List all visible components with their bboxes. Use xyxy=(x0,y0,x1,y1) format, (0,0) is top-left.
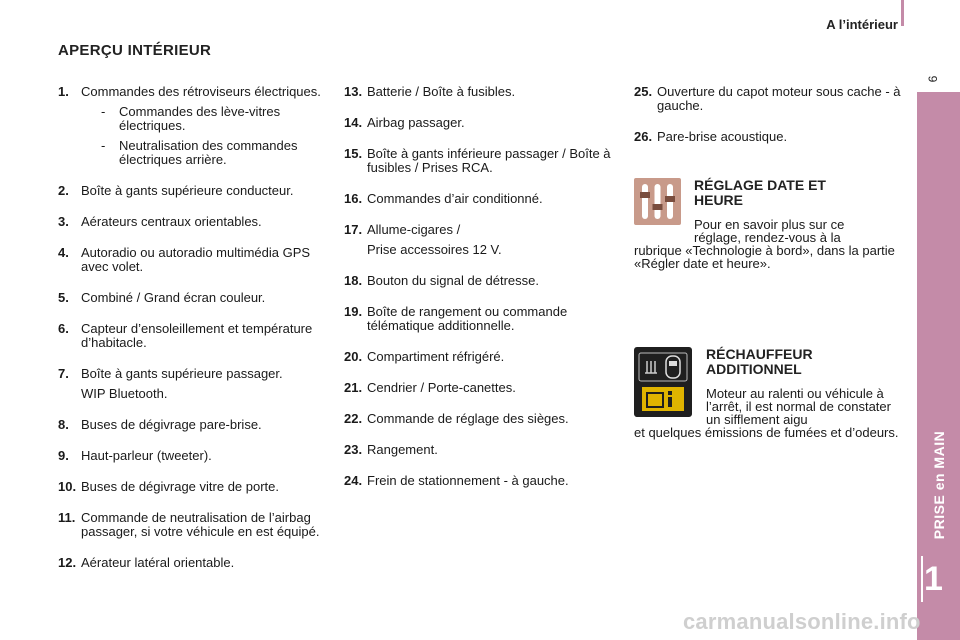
item-text: Haut-parleur (tweeter). xyxy=(81,448,212,463)
item-number: 7. xyxy=(58,366,69,381)
list-item xyxy=(344,350,619,364)
item-number: 2. xyxy=(58,183,69,198)
list-item xyxy=(344,274,619,288)
item-text: Aérateur latéral orientable. xyxy=(81,555,235,570)
item-text: Commande de réglage des sièges. xyxy=(367,411,569,426)
sub-item-text: Commandes des lève-vitres électriques. xyxy=(119,104,281,133)
chapter-divider xyxy=(921,556,923,602)
sub-item xyxy=(81,139,333,167)
sub-item xyxy=(81,105,333,133)
item-list-column-1 xyxy=(58,85,333,587)
item-text: Ouverture du capot moteur sous cache - à gauche. xyxy=(657,84,901,113)
list-item xyxy=(634,130,909,144)
item-number: 13. xyxy=(344,84,363,99)
item-number: 26. xyxy=(634,129,653,144)
item-number: 16. xyxy=(344,191,363,206)
item-list-column-2 xyxy=(344,85,619,505)
list-item xyxy=(58,246,333,274)
list-item xyxy=(58,511,333,539)
heater-title: RÉCHAUFFEUR ADDITIONNEL xyxy=(706,346,813,377)
list-item xyxy=(344,381,619,395)
item-text: Frein de stationnement - à gauche. xyxy=(367,473,569,488)
item-text-continued: WIP Bluetooth. xyxy=(81,386,168,401)
dash-marker: - xyxy=(101,138,106,153)
list-item xyxy=(344,192,619,206)
item-number: 3. xyxy=(58,214,69,229)
heater-body: et quelques émissions de fumées et d’odeurs. xyxy=(634,425,899,440)
list-item xyxy=(344,116,619,130)
item-text: Allume-cigares / xyxy=(367,222,461,237)
item-text: Buses de dégivrage vitre de porte. xyxy=(81,479,280,494)
sub-item-text: Neutralisation des commandes électriques arrière. xyxy=(119,138,298,167)
item-number: 9. xyxy=(58,448,69,463)
item-number: 19. xyxy=(344,304,363,319)
list-item xyxy=(344,443,619,457)
list-item xyxy=(58,215,333,229)
page-number: 9 xyxy=(925,75,940,83)
list-item xyxy=(58,85,333,167)
item-number: 4. xyxy=(58,245,69,260)
page-title: APERÇU INTÉRIEUR xyxy=(58,42,212,59)
item-number: 12. xyxy=(58,555,77,570)
item-number: 17. xyxy=(344,222,363,237)
item-number: 18. xyxy=(344,273,363,288)
item-number: 21. xyxy=(344,380,363,395)
item-text: Batterie / Boîte à fusibles. xyxy=(367,84,516,99)
sliders-icon xyxy=(634,178,681,225)
date-time-title: RÉGLAGE DATE ET HEURE xyxy=(694,177,826,208)
item-number: 5. xyxy=(58,290,69,305)
item-text: Boîte à gants supérieure passager. xyxy=(81,366,283,381)
item-number: 20. xyxy=(344,349,363,364)
date-time-body: rubrique «Technologie à bord», dans la partie «Régler date et heure». xyxy=(634,243,895,271)
list-item xyxy=(58,184,333,198)
list-item xyxy=(58,556,333,570)
list-item xyxy=(58,449,333,463)
header-accent-bar xyxy=(901,0,904,26)
item-number: 8. xyxy=(58,417,69,432)
item-text: Boîte à gants supérieure conducteur. xyxy=(81,183,294,198)
item-number: 6. xyxy=(58,321,69,336)
item-text: Compartiment réfrigéré. xyxy=(367,349,505,364)
item-number: 22. xyxy=(344,411,363,426)
list-item xyxy=(344,412,619,426)
chapter-tab xyxy=(917,92,960,640)
list-item xyxy=(634,85,909,113)
item-text: Bouton du signal de détresse. xyxy=(367,273,540,288)
item-text: Combiné / Grand écran couleur. xyxy=(81,290,266,305)
item-text: Commandes des rétroviseurs électriques. xyxy=(81,84,321,99)
item-text: Boîte de rangement ou commande télématique additionnelle. xyxy=(367,304,568,333)
item-text: Airbag passager. xyxy=(367,115,465,130)
heater-info-icon xyxy=(634,347,692,417)
list-item xyxy=(58,418,333,432)
watermark: carmanualsonline.info xyxy=(683,609,921,634)
item-number: 11. xyxy=(58,510,76,525)
item-text: Pare-brise acoustique. xyxy=(657,129,788,144)
list-item xyxy=(58,480,333,494)
item-number: 14. xyxy=(344,115,363,130)
item-text: Autoradio ou autoradio multimédia GPS avec volet. xyxy=(81,245,311,274)
dash-marker: - xyxy=(101,104,106,119)
item-number: 1. xyxy=(58,84,69,99)
header-title: A l’intérieur xyxy=(826,17,898,32)
item-number: 15. xyxy=(344,146,363,161)
item-number: 23. xyxy=(344,442,363,457)
list-item xyxy=(58,322,333,350)
item-text: Commandes d’air conditionné. xyxy=(367,191,543,206)
heater-info-box xyxy=(634,347,909,439)
heater-body-indent: Moteur au ralenti ou véhicule à l’arrêt, il est normal de constater un sifflement aigu xyxy=(706,386,891,427)
item-number: 10. xyxy=(58,479,77,494)
item-text-continued: Prise accessoires 12 V. xyxy=(367,242,502,257)
chapter-number: 1 xyxy=(924,560,943,598)
item-text: Boîte à gants inférieure passager / Boîte à fusibles / Prises RCA. xyxy=(367,146,611,175)
item-text: Cendrier / Porte-canettes. xyxy=(367,380,516,395)
item-text: Aérateurs centraux orientables. xyxy=(81,214,262,229)
date-time-body-indent: Pour en savoir plus sur ce réglage, rendez-vous à la xyxy=(694,217,845,245)
list-item xyxy=(344,223,619,257)
list-item xyxy=(58,291,333,305)
item-text: Buses de dégivrage pare-brise. xyxy=(81,417,262,432)
item-number: 24. xyxy=(344,473,363,488)
item-list-column-3 xyxy=(634,85,909,161)
list-item xyxy=(344,305,619,333)
list-item xyxy=(344,474,619,488)
list-item xyxy=(344,85,619,99)
date-time-info-box xyxy=(634,178,909,270)
list-item xyxy=(344,147,619,175)
item-text: Capteur d’ensoleillement et température d’habitacle. xyxy=(81,321,313,350)
section-label: PRISE en MAIN xyxy=(931,430,947,540)
item-text: Rangement. xyxy=(367,442,438,457)
item-text: Commande de neutralisation de l’airbag passager, si votre véhicule en est équipé. xyxy=(81,510,320,539)
item-number: 25. xyxy=(634,84,653,99)
list-item xyxy=(58,367,333,401)
